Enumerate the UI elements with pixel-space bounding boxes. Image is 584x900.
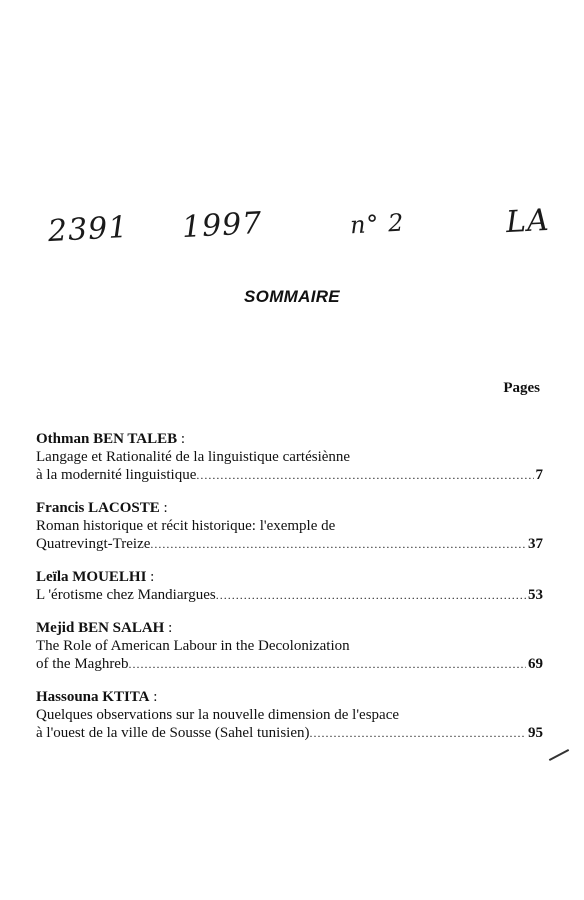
entry-author: Mejid BEN SALAH :: [36, 620, 173, 636]
entry-title-last-line: L 'érotisme chez Mandiargues ..... 53: [36, 586, 543, 604]
entry-title-line: Langage et Rationalité de la linguistique cartésiènne: [36, 449, 351, 465]
entry-title-last-line: of the Maghreb ..... 69: [36, 655, 543, 673]
entry-page-number: 95: [528, 725, 543, 741]
handwritten-note: LA: [505, 202, 551, 241]
pages-column-label: Pages: [503, 380, 540, 396]
pen-tick-mark: [549, 749, 569, 761]
dot-leader: [196, 466, 533, 484]
entry-title-line: The Role of American Labour in the Decolonization: [36, 638, 350, 654]
toc-entry: [36, 568, 543, 604]
dot-leader: [150, 535, 526, 553]
toc-entry: [36, 430, 543, 484]
toc-entry: [36, 499, 543, 553]
entry-page-number: 53: [528, 587, 543, 603]
handwritten-note: 2391: [47, 209, 130, 250]
table-of-contents: [36, 430, 543, 757]
toc-entry: [36, 619, 543, 673]
entry-page-number: 37: [528, 536, 543, 552]
entry-title-last-line: à l'ouest de la ville de Sousse (Sahel tunisien) ..... 95: [36, 724, 543, 742]
dot-leader: [216, 586, 526, 604]
entry-title-last-line: à la modernité linguistique ..... 7: [36, 466, 543, 484]
entry-title-line: Roman historique et récit historique: l'exemple de: [36, 518, 336, 534]
entry-author: Othman BEN TALEB :: [36, 431, 186, 447]
entry-author: Hassouna KTITA :: [36, 689, 158, 705]
entry-page-number: 7: [535, 467, 543, 483]
page-title: SOMMAIRE: [244, 287, 340, 306]
entry-title-last-line: Quatrevingt-Treize ..... 37: [36, 535, 543, 553]
entry-title-line: Quelques observations sur la nouvelle dimension de l'espace: [36, 707, 400, 723]
handwritten-annotations: [0, 198, 584, 258]
entry-page-number: 69: [528, 656, 543, 672]
dot-leader: [309, 724, 526, 742]
toc-entry: [36, 688, 543, 742]
handwritten-note: n° 2: [349, 208, 406, 240]
dot-leader: [128, 655, 526, 673]
entry-author: Francis LACOSTE :: [36, 500, 168, 516]
entry-author: Leïla MOUELHI :: [36, 569, 155, 585]
handwritten-note: 1997: [181, 205, 264, 246]
